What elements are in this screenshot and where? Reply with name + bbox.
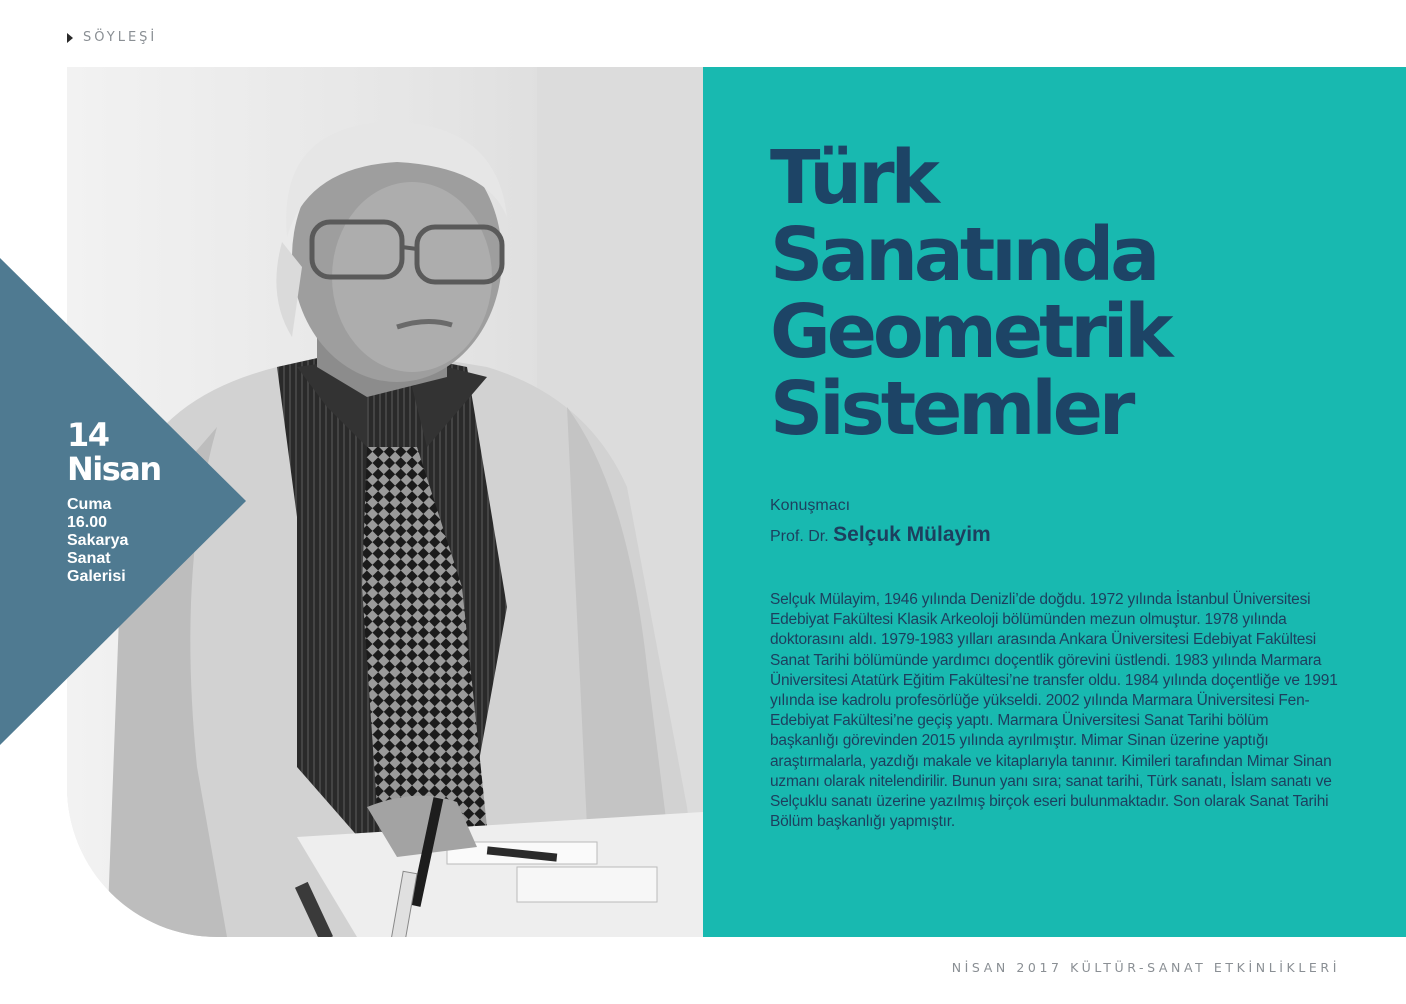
- section-label: [67, 30, 157, 45]
- speaker-name: Selçuk Mülayim: [833, 523, 991, 546]
- event-weekday: Cuma: [67, 496, 112, 513]
- title-line-3: Geometrik: [770, 289, 1170, 375]
- event-day: 14: [67, 416, 109, 454]
- speaker-biography: Selçuk Mülayim, 1946 yılında Denizli’de doğdu. 1972 yılında İstanbul Üniversitesi Edebiyat Fakültesi Klasik Arkeoloji bölümünden mezun olmuştur. 1978 yılında doktorasını aldı. 1979-1983 yılları arasında Ankara Üniversitesi Edebiyat Fakültesi Sanat Tarihi bölümünde yardımcı doçentlik görevini üstlendi. 1983 yılında Marmara Üniversitesi Atatürk Eğitim Fakültesi’ne transfer oldu. 1984 yılında doçentliğe ve 1991 yılında ise kadrolu profesörlüğe yükseldi. 2002 yılında Marmara Üniversitesi Fen-Edebiyat Fakültesi’ne geçiş yaptı. Marmara Üniversitesi Sanat Tarihi bölüm başkanlığı görevinden 2015 yılında ayrılmıştır. Mimar Sinan üzerine yaptığı araştırmalarla, yazdığı makale ve kitaplarıyla tanınır. Kimileri tarafından Mimar Sinan uzmanı olarak nitelendirilir. Bunun yanı sıra; sanat tarihi, Türk sanatı, İslam sanatı ve Selçuklu sanatı üzerine yazılmış birçok eseri bulunmaktadır. Son olarak Sanat Tarihi Bölüm başkanlığı yapmıştır.: [770, 591, 1338, 831]
- event-title: [770, 135, 1170, 452]
- event-month: Nisan: [67, 450, 161, 488]
- event-venue-line-2: Sanat: [67, 550, 111, 567]
- section-label-text: SÖYLEŞİ: [83, 30, 158, 45]
- speaker-info: [770, 497, 991, 547]
- triangle-right-icon: [67, 33, 73, 43]
- speaker-line: [770, 523, 991, 547]
- title-line-4: Sistemler: [770, 366, 1132, 452]
- footer-issue-label: NİSAN 2017 KÜLTÜR-SANAT ETKİNLİKLERİ: [951, 960, 1340, 975]
- title-line-1: Türk: [770, 135, 936, 221]
- speaker-label: Konuşmacı: [770, 497, 851, 514]
- event-venue-line-1: Sakarya: [67, 532, 129, 549]
- speaker-prefix: Prof. Dr.: [770, 528, 829, 545]
- title-line-2: Sanatında: [770, 212, 1157, 298]
- event-details: [67, 496, 161, 586]
- event-date-block: [67, 418, 161, 586]
- event-time: 16.00: [67, 514, 108, 531]
- event-venue-line-3: Galerisi: [67, 568, 126, 585]
